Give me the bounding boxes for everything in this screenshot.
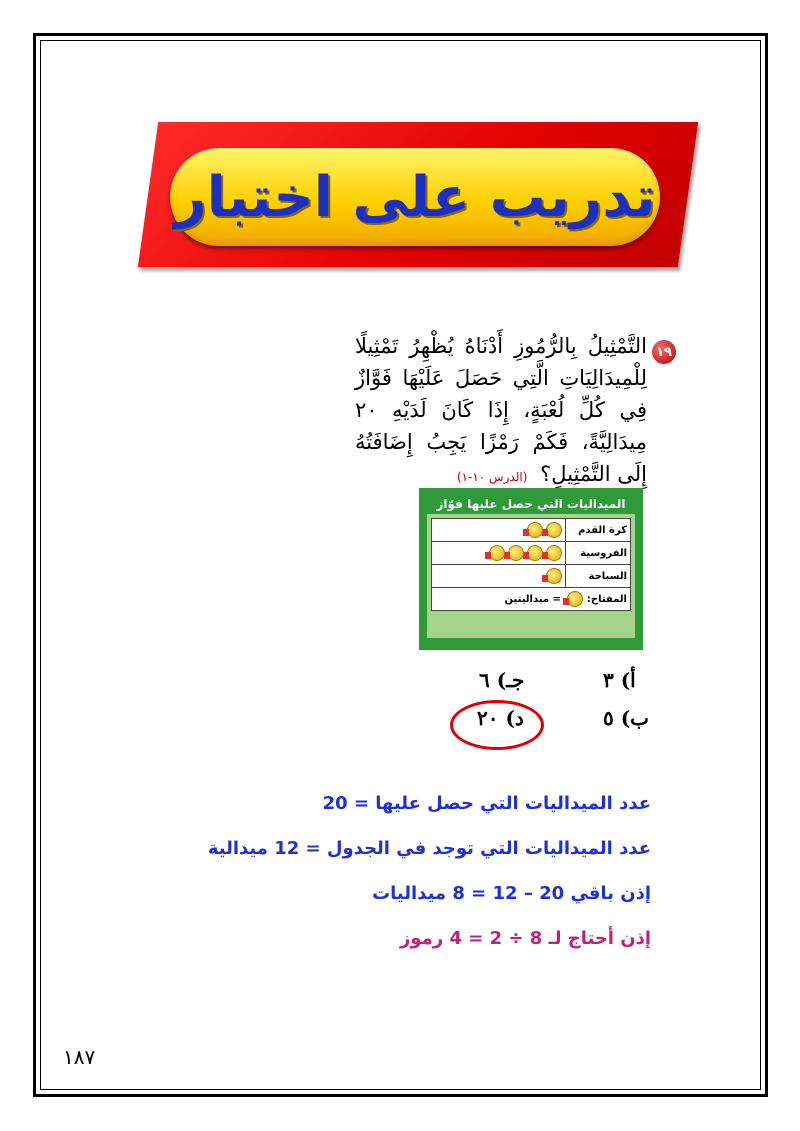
row-medals [432,542,566,565]
solution-line-2: عدد الميداليات التي توجد في الجدول = 12 ميدالية [207,838,651,859]
solution-line-4: إذن أحتاج لـ 8 ÷ 2 = 4 رموز [400,928,651,949]
solution-line-3: إذن باقي 20 – 12 = 8 ميداليات [372,883,651,904]
selected-answer-circle [450,700,544,750]
pictograph-key [432,588,631,611]
title-banner [170,148,660,246]
medal-icon [567,591,583,607]
pictograph-row [432,519,631,542]
medal-icon [546,545,562,561]
pictograph-table [431,518,631,611]
solution-line-1: عدد الميداليات التي حصل عليها = 20 [322,793,651,814]
row-medals [432,519,566,542]
option-b: ب) ٥ [603,706,650,730]
row-label: كرة القدم [566,519,631,542]
option-c: جـ) ٦ [479,668,525,692]
pictograph-body [427,514,635,638]
question-number-badge: ١٩ [652,340,676,364]
pictograph-row [432,542,631,565]
question-text-block [355,330,647,493]
page-number: ١٨٧ [63,1045,96,1069]
lesson-reference: (الدرس ١٠-١) [456,470,528,484]
page-title: تدريب على اختبار [174,164,656,230]
medal-icon [527,522,543,538]
question-text: التَّمْثِيلُ بِالرُّمُوزِ أَدْنَاهُ يُظْهِرُ تَمْثِيلًا لِلْمِيدَالِيَاتِ الَّتِي حَصَلَ عَلَيْهَا فَوَّازٌ فِي كُلِّ لُعْبَةٍ، إِذَا كَانَ لَدَيْهِ ٢٠ مِيدَالِيَّةً، فَكَمْ رَمْزًا يَجِبُ إِضَافَتُهُ إِلَى التَّمْثِيلِ؟ [355,334,647,486]
medal-icon [546,568,562,584]
row-medals [432,565,566,588]
option-a: أ) ٣ [603,668,636,692]
option-d: د) ٢٠ [477,706,524,730]
row-label: السباحة [566,565,631,588]
key-value: = ميداليتين [504,594,561,605]
pictograph-title: الميداليات التي حصل عليها فوّاز [436,497,626,511]
pictograph-row [432,565,631,588]
pictograph-key-row [432,588,631,611]
medal-icon [546,522,562,538]
medal-icon [489,545,505,561]
medal-icon [508,545,524,561]
medal-icon [527,545,543,561]
key-label: المفتاح: [586,594,627,605]
pictograph [419,488,643,650]
row-label: الفروسية [566,542,631,565]
